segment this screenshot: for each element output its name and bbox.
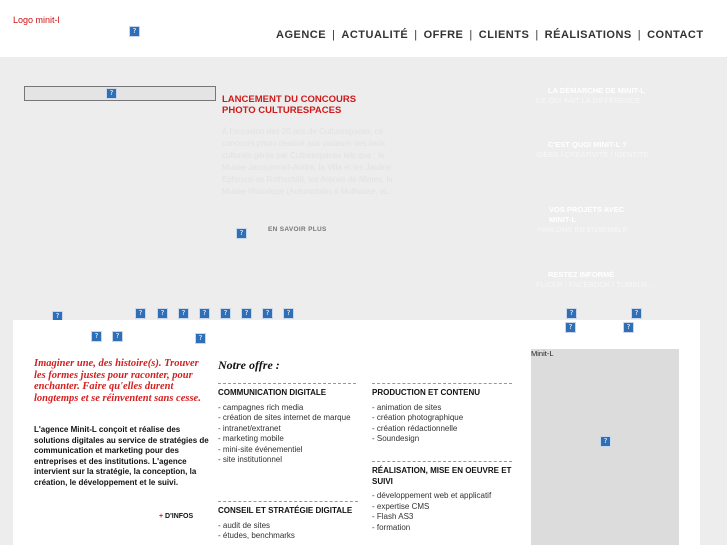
offer-item: - intranet/extranet [218, 423, 281, 433]
offer-item: - Soundesign [372, 434, 420, 443]
news-body: À l'occasion des 20 ans de Culturespaces, ce concours photo destiné aux visiteurs des lieux culturels gérés par Culturespaces tels que : le Musée Jacquemart-André, la Villa et les Jardins Ephrussi de Rothschild, les Arènes de Nîmes, le Musée Historique (Automobile) à Mulhouse, et... [222, 127, 394, 196]
nav-separator: | [535, 29, 539, 41]
offer-item: - création de sites internet de marque [218, 413, 351, 422]
broken-image-icon[interactable]: ? [631, 308, 642, 319]
offer-heading: CONSEIL ET STRATÉGIE DIGITALE [218, 501, 358, 517]
offer-title: Notre offre : [218, 358, 280, 372]
offer-item: - expertise CMS [372, 501, 430, 511]
nav-separator: | [469, 29, 473, 41]
logo[interactable]: Logo minit-l [13, 15, 60, 25]
nav-realisations[interactable]: RÉALISATIONS [544, 29, 632, 41]
broken-image-icon: ? [565, 322, 576, 333]
more-infos-label: D'INFOS [165, 513, 194, 520]
broken-image-icon: ? [112, 331, 123, 342]
broken-image-icon[interactable]: ? [283, 308, 294, 319]
offer-conseil [218, 501, 358, 542]
offer-item: - audit de sites [218, 520, 271, 530]
more-infos-link[interactable] [159, 513, 193, 520]
nav-actualite[interactable]: ACTUALITÉ [341, 29, 409, 41]
offer-heading: PRODUCTION ET CONTENU [372, 383, 512, 399]
header [0, 7, 727, 57]
link-demarche[interactable] [536, 86, 645, 106]
offer-realisation [372, 461, 512, 533]
link-subtitle: CE QUI FAIT LA DIFFÉRENCE [536, 96, 641, 105]
link-title: VOS PROJETS AVEC MINIT-L [549, 205, 625, 224]
offer-production [372, 383, 512, 445]
read-more-link[interactable]: EN SAVOIR PLUS [268, 226, 327, 233]
broken-image-icon[interactable]: ? [178, 308, 189, 319]
nav-separator: | [332, 29, 336, 41]
offer-heading: RÉALISATION, MISE EN OEUVRE ET SUIVI [372, 461, 512, 487]
link-title: C'EST QUOI MINIT-L ? [548, 140, 627, 149]
tagline: Imaginer une, des histoire(s). Trouver les formes justes pour raconter, pour enchanter. Faire qu'elles durent longtemps et se réinventent sans cesse. [34, 358, 201, 404]
offer-item: - création photographique [372, 413, 464, 422]
offer-item: - marketing mobile [218, 434, 284, 443]
main-content [13, 320, 700, 545]
broken-image-icon: ? [106, 88, 117, 99]
link-restez-informe[interactable] [536, 270, 654, 290]
offer-item: - formation [372, 522, 411, 532]
nav-offre[interactable]: OFFRE [423, 29, 464, 41]
offer-item: - mini-site événementiel [218, 444, 303, 454]
link-title: RESTEZ INFORMÉ [548, 270, 615, 279]
offer-item: - site institutionnel [218, 455, 283, 464]
offer-item: - création rédactionnelle [372, 423, 458, 433]
top-strip [0, 0, 727, 7]
broken-image-icon: ? [91, 331, 102, 342]
main-nav [276, 29, 704, 41]
slideshow-frame [24, 86, 216, 101]
broken-image-icon[interactable]: ? [220, 308, 231, 319]
broken-image-icon[interactable]: ? [135, 308, 146, 319]
offer-item: - études, benchmarks [218, 531, 295, 540]
link-subtitle: FLICKR / FACEBOOK / TUMBLR... [536, 280, 654, 289]
offer-heading: COMMUNICATION DIGITALE [218, 383, 356, 399]
broken-image-icon[interactable]: ? [262, 308, 273, 319]
plus-icon: + [159, 513, 164, 520]
broken-image-icon: ? [236, 228, 247, 239]
broken-image-icon: ? [195, 333, 206, 344]
broken-image-icon[interactable]: ? [157, 308, 168, 319]
agency-intro: L'agence Minit-L conçoit et réalise des solutions digitales au service de stratégies de communication et marketing pour des entreprises et des institutions. L'agence intervient sur la stratégie, la conception, la création, le développement et le suivi. [34, 425, 209, 487]
link-title: LA DÉMARCHE DE MINIT-L [548, 86, 645, 95]
link-subtitle: PARLONS EN ENSEMBLE [537, 225, 628, 234]
offer-item: - animation de sites [372, 402, 442, 412]
offer-item: - développement web et applicatif [372, 491, 492, 500]
nav-clients[interactable]: CLIENTS [478, 29, 530, 41]
nav-separator: | [637, 29, 642, 41]
nav-separator: | [414, 29, 418, 41]
broken-image-icon[interactable]: ? [566, 308, 577, 319]
side-panel [531, 349, 679, 545]
broken-image-icon: ? [52, 311, 63, 322]
broken-image-icon: ? [623, 322, 634, 333]
offer-item: - Flash AS3 [372, 512, 414, 521]
link-subtitle: IDÉES / CRÉATIVITÉ / IDENTITÉ [536, 150, 649, 159]
link-cest-quoi[interactable] [536, 140, 649, 160]
offer-communication [218, 383, 356, 466]
side-panel-label: Minit-L [531, 349, 554, 358]
nav-contact[interactable]: CONTACT [647, 29, 704, 41]
link-projets[interactable] [537, 205, 647, 235]
nav-agence[interactable]: AGENCE [276, 29, 327, 41]
broken-image-icon: ? [600, 436, 611, 447]
broken-image-icon[interactable]: ? [199, 308, 210, 319]
broken-image-icon[interactable]: ? [241, 308, 252, 319]
offer-item: - campagnes rich media [218, 402, 304, 412]
broken-image-icon: ? [129, 26, 140, 37]
news-title[interactable]: LANCEMENT DU CONCOURS PHOTO CULTURESPACES [222, 94, 357, 116]
